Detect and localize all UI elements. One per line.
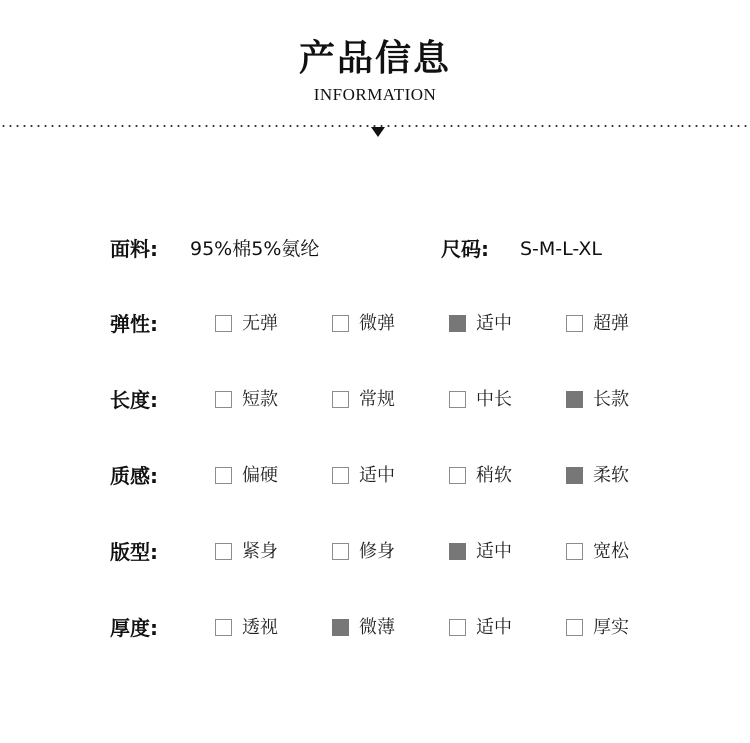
page-subtitle: INFORMATION	[313, 85, 437, 104]
option-label: 透视	[242, 617, 278, 638]
attribute-row-fit	[0, 537, 750, 567]
checkbox-checked-icon[interactable]	[332, 619, 349, 636]
option-label: 长款	[593, 389, 629, 410]
option-label: 短款	[242, 389, 278, 410]
option-label: 偏硬	[242, 465, 278, 486]
checkbox-icon[interactable]	[332, 391, 349, 408]
checkbox-icon[interactable]	[332, 315, 349, 332]
checkbox-icon[interactable]	[566, 619, 583, 636]
fabric-size-row	[0, 234, 750, 264]
option-label: 修身	[359, 541, 395, 562]
option-label: 适中	[476, 541, 512, 562]
checkbox-checked-icon[interactable]	[449, 543, 466, 560]
attribute-label: 厚度:	[110, 616, 158, 640]
checkbox-icon[interactable]	[449, 467, 466, 484]
page-title: 产品信息	[298, 38, 451, 79]
option-label: 超弹	[593, 313, 629, 334]
option-label: 适中	[476, 617, 512, 638]
option-label: 微薄	[359, 617, 395, 638]
checkbox-icon[interactable]	[215, 315, 232, 332]
attribute-label: 弹性:	[110, 312, 158, 336]
checkbox-icon[interactable]	[332, 467, 349, 484]
attribute-label: 版型:	[110, 540, 158, 564]
checkbox-checked-icon[interactable]	[449, 315, 466, 332]
option-label: 微弹	[359, 313, 395, 334]
option-label: 适中	[359, 465, 395, 486]
size-value: S-M-L-XL	[520, 238, 602, 260]
fabric-label: 面料:	[110, 237, 158, 261]
option-label: 无弹	[242, 313, 278, 334]
option-label: 常规	[359, 389, 395, 410]
header	[0, 0, 750, 140]
option-label: 紧身	[242, 541, 278, 562]
checkbox-checked-icon[interactable]	[566, 391, 583, 408]
checkbox-icon[interactable]	[566, 315, 583, 332]
option-label: 厚实	[593, 617, 629, 638]
option-label: 中长	[476, 389, 512, 410]
checkbox-icon[interactable]	[449, 619, 466, 636]
checkbox-icon[interactable]	[332, 543, 349, 560]
attribute-label: 质感:	[110, 464, 158, 488]
checkbox-icon[interactable]	[566, 543, 583, 560]
attribute-row-thickness	[0, 613, 750, 643]
checkbox-icon[interactable]	[215, 619, 232, 636]
attribute-row-texture	[0, 461, 750, 491]
attribute-label: 长度:	[110, 388, 158, 412]
fabric-value: 95%棉5%氨纶	[190, 238, 320, 260]
size-label: 尺码:	[441, 237, 489, 261]
option-label: 宽松	[593, 541, 629, 562]
checkbox-checked-icon[interactable]	[566, 467, 583, 484]
attribute-row-length	[0, 385, 750, 415]
option-label: 稍软	[476, 465, 512, 486]
option-label: 柔软	[593, 465, 629, 486]
checkbox-icon[interactable]	[449, 391, 466, 408]
checkbox-icon[interactable]	[215, 391, 232, 408]
checkbox-icon[interactable]	[215, 543, 232, 560]
checkbox-icon[interactable]	[215, 467, 232, 484]
option-label: 适中	[476, 313, 512, 334]
attribute-row-elasticity	[0, 309, 750, 339]
triangle-marker-icon	[371, 127, 385, 137]
